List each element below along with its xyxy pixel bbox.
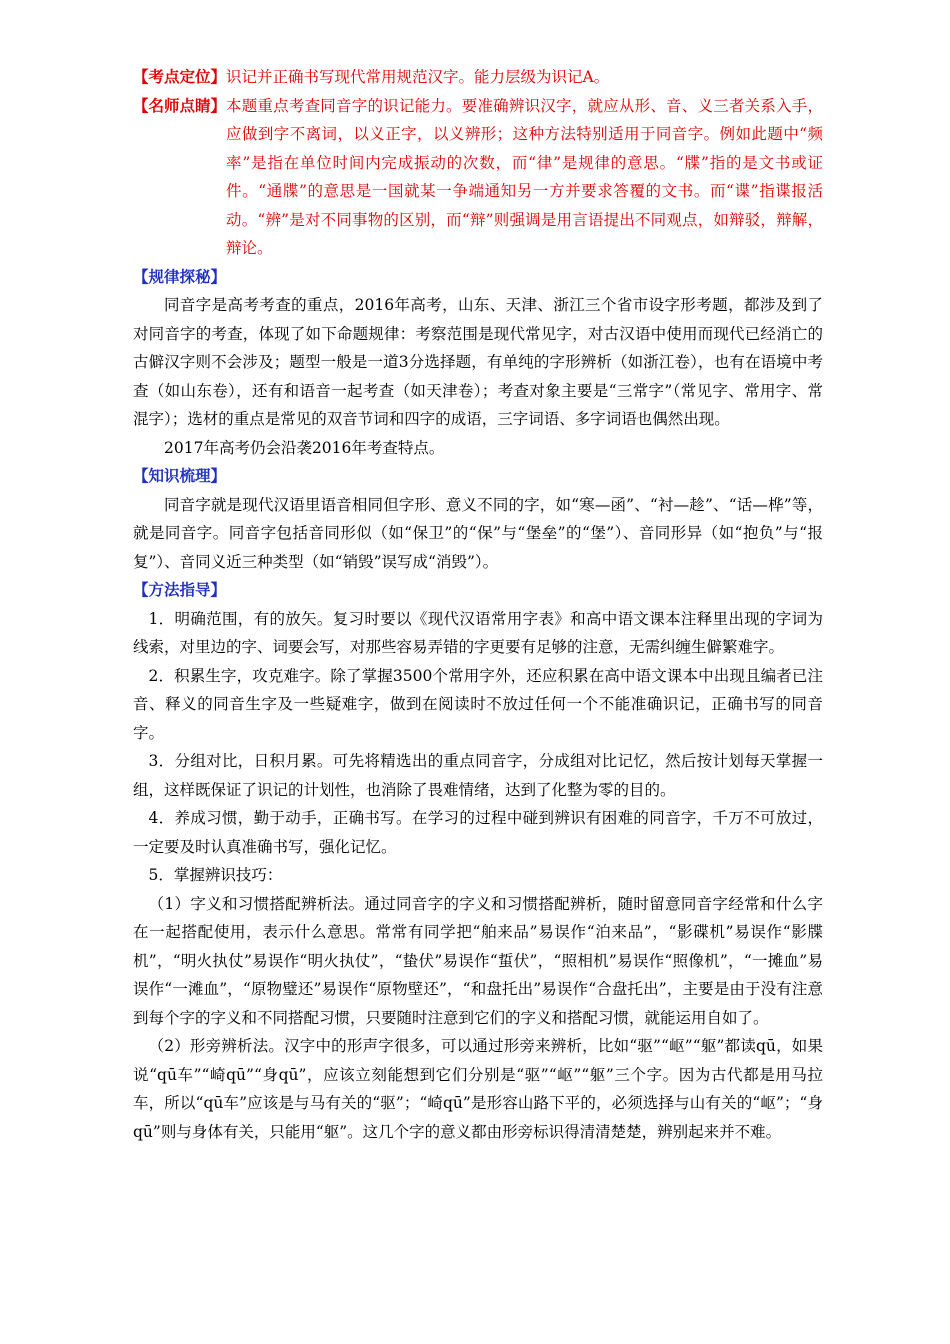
document-page [133, 63, 823, 1146]
fangfa-item-3: 3．分组对比，日积月累。可先将精选出的重点同音字，分成组对比记忆，然后按计划每天掌握一组，这样既保证了识记的计划性，也消除了畏难情绪，达到了化整为零的目的。 [133, 752, 823, 799]
fangfa-item-1: 1．明确范围，有的放矢。复习时要以《现代汉语常用字表》和高中语文课本注释里出现的字词为线索，对里边的字、词要会写，对那些容易弄错的字更要有足够的注意，无需纠缠生僻繁难字。 [133, 609, 823, 656]
zhishi-paragraph-1: 同音字就是现代汉语里语音相同但字形、意义不同的字，如“寒—函”、“衬—趁”、“话—桦”等，就是同音字。同音字包括音同形似（如“保卫”的“保”与“堡垒”的“堡”）、音同形异（如“抱负”与“报复”）、音同义近三种类型（如“销毁”误写成“消毁”）。 [133, 495, 823, 571]
kaodian-tag: 【考点定位】 [133, 67, 227, 86]
fangfa-heading: 【方法指导】 [133, 580, 227, 599]
fangfa-sub-1: （1）字义和习惯搭配辨析法。通过同音字的字义和习惯搭配辨析，随时留意同音字经常和什么字在一起搭配使用，表示什么意思。常常有同学把“舶来品”易误作“泊来品”，“影碟机”易误作“影牒机”，“明火执仗”易误作“明火执仗”，“蛰伏”易误作“蜇伏”，“照相机”易误作“照像机”，“一摊血”易误作“一滩血”，“原物璧还”易误作“原物壁还”，“和盘托出”易误作“合盘托出”，主要是由于没有注意到每个字的字义和不同搭配习惯，只要随时注意到它们的字义和搭配习惯，就能运用自如了。 [133, 894, 823, 1027]
fangfa-item-5: 5．掌握辨识技巧： [148, 866, 283, 884]
fangfa-sub-2: （2）形旁辨析法。汉字中的形声字很多，可以通过形旁来辨析，比如“驱”“岖”“躯”都读qū，如果说“qū车”“崎qū”“身qū”，应该立刻能想到它们分别是“驱”“岖”“躯”三个字。因为古代都是用马拉车，所以“qū车”应该是与马有关的“驱”；“崎qū”是形容山路下平的，必须选择与山有关的“岖”；“身qū”则与身体有关，只能用“躯”。这几个字的意义都由形旁标识得清清楚楚，辨别起来并不难。 [133, 1037, 823, 1141]
mingshi-tag: 【名师点睛】 [133, 95, 227, 115]
mingshi-block [133, 92, 823, 263]
guilv-paragraph-1: 同音字是高考考查的重点，2016年高考，山东、天津、浙江三个省市设字形考题，都涉及到了对同音字的考查，体现了如下命题规律：考察范围是现代常见字，对古汉语中使用而现代已经消亡的古僻汉字则不会涉及；题型一般是一道3分选择题，有单纯的字形辨析（如浙江卷），也有在语境中考查（如山东卷），还有和语音一起考查（如天津卷）；考查对象主要是“三常字”（常见字、常用字、常混字）；选材的重点是常见的双音节词和四字的成语，三字词语、多字词语也偶然出现。 [133, 296, 823, 428]
kaodian-block [133, 63, 823, 92]
guilv-paragraph-2: 2017年高考仍会沿袭2016年考查特点。 [164, 438, 445, 457]
mingshi-text: 本题重点考查同音字的识记能力。要准确辨识汉字，就应从形、音、义三者关系入手，应做到字不离词，以义正字，以义辨形；这种方法特别适用于同音字。例如此题中“频率”是指在单位时间内完成振动的次数，而“律”是规律的意思。“牒”指的是文书或证件。“通牒”的意思是一国就某一争端通知另一方并要求答覆的文书。而“谍”指谍报活动。“辨”是对不同事物的区别，而“辩”则强调是用言语提出不同观点，如辩驳，辩解，辩论。 [226, 96, 823, 257]
zhishi-heading: 【知识梳理】 [133, 466, 227, 485]
guilv-heading: 【规律探秘】 [133, 266, 227, 286]
fangfa-item-4: 4．养成习惯，勤于动手，正确书写。在学习的过程中碰到辨识有困难的同音字，千万不可放过，一定要及时认真准确书写，强化记忆。 [133, 809, 823, 856]
fangfa-item-2: 2．积累生字，攻克难字。除了掌握3500个常用字外，还应积累在高中语文课本中出现且编者已注音、释义的同音生字及一些疑难字，做到在阅读时不放过任何一个不能准确识记，正确书写的同音字。 [133, 666, 823, 742]
kaodian-text: 识记并正确书写现代常用规范汉字。能力层级为识记A。 [226, 68, 610, 86]
